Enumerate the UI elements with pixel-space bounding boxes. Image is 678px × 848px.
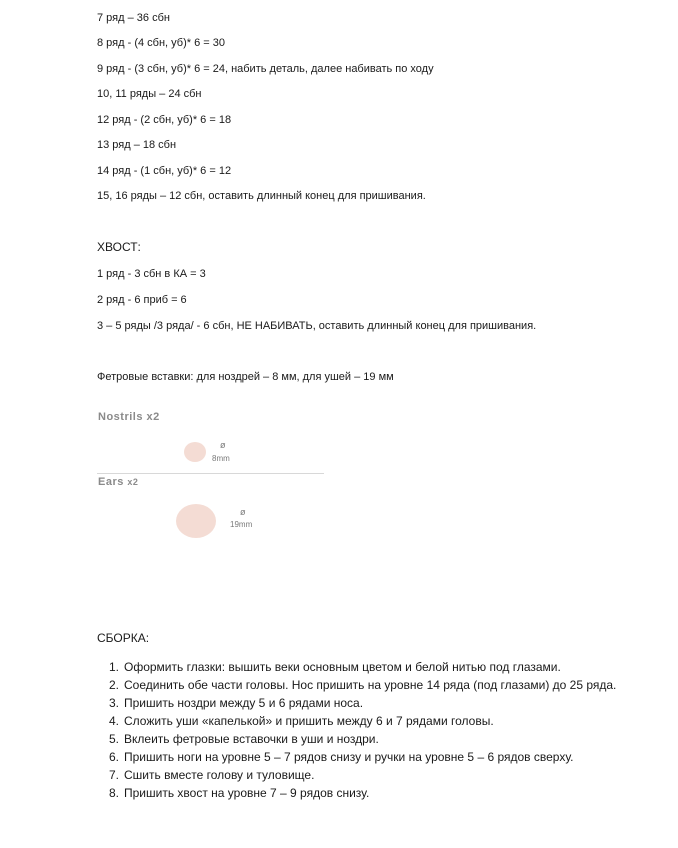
ears-multiplier: x2	[127, 477, 139, 487]
ears-label: Ears	[98, 476, 124, 488]
list-item	[97, 694, 627, 712]
row-line: 14 ряд - (1 сбн, уб)* 6 = 12	[97, 165, 232, 177]
step-number: 5.	[108, 732, 119, 746]
step-number: 6.	[108, 750, 119, 764]
list-item	[97, 658, 627, 676]
step-text: Пришить ноги на уровне 5 – 7 рядов снизу и ручки на уровне 5 – 6 рядов сверху.	[124, 750, 574, 764]
list-item	[97, 676, 627, 694]
list-item	[97, 712, 627, 730]
tail-row: 1 ряд - 3 сбн в КА = 3	[97, 268, 206, 280]
step-text: Сшить вместе голову и туловище.	[124, 768, 315, 782]
tail-heading: ХВОСТ:	[97, 240, 141, 254]
felt-text: Фетровые вставки: для ноздрей – 8 мм, для ушей – 19 мм	[97, 371, 394, 383]
ears-title	[98, 476, 138, 488]
row-line: 15, 16 ряды – 12 сбн, оставить длинный конец для пришивания.	[97, 190, 426, 202]
step-text: Оформить глазки: вышить веки основным цветом и белой нитью под глазами.	[124, 660, 561, 674]
row-line: 8 ряд - (4 сбн, уб)* 6 = 30	[97, 37, 225, 49]
step-text: Пришить ноздри между 5 и 6 рядами носа.	[124, 696, 364, 710]
row-line: 10, 11 ряды – 24 сбн	[97, 88, 202, 100]
step-number: 4.	[108, 714, 119, 728]
nostril-felt-circle	[184, 442, 206, 462]
step-text: Вклеить фетровые вставочки в уши и ноздри.	[124, 732, 379, 746]
row-line: 9 ряд - (3 сбн, уб)* 6 = 24, набить деталь, далее набивать по ходу	[97, 63, 434, 75]
nostrils-label: Nostrils	[98, 411, 143, 423]
step-text: Пришить хвост на уровне 7 – 9 рядов снизу.	[124, 786, 370, 800]
ear-felt-circle	[176, 504, 216, 538]
divider	[97, 473, 324, 474]
list-item	[97, 784, 627, 802]
step-number: 7.	[108, 768, 119, 782]
step-number: 3.	[108, 696, 119, 710]
step-text: Сложить уши «капелькой» и пришить между 6 и 7 рядами головы.	[124, 714, 494, 728]
nostrils-multiplier: x2	[146, 411, 160, 423]
step-text: Соединить обе части головы. Нос пришить на уровне 14 ряда (под глазами) до 25 ряда.	[124, 678, 617, 692]
step-number: 1.	[108, 660, 119, 674]
assembly-heading: СБОРКА:	[97, 631, 150, 645]
step-number: 8.	[108, 786, 119, 800]
list-item	[97, 748, 627, 766]
list-item	[97, 730, 627, 748]
nostril-size: 8mm	[212, 454, 230, 463]
step-number: 2.	[108, 678, 119, 692]
diameter-icon: ø	[240, 507, 246, 517]
row-line: 12 ряд - (2 сбн, уб)* 6 = 18	[97, 114, 232, 126]
ear-size: 19mm	[230, 520, 253, 529]
row-line: 7 ряд – 36 сбн	[97, 12, 170, 24]
diameter-icon: ø	[220, 440, 226, 450]
assembly-steps	[97, 658, 627, 802]
nostrils-title	[98, 411, 160, 423]
tail-row: 2 ряд - 6 приб = 6	[97, 294, 187, 306]
row-line: 13 ряд – 18 сбн	[97, 139, 177, 151]
tail-row: 3 – 5 ряды /3 ряда/ - 6 сбн, НЕ НАБИВАТЬ, оставить длинный конец для пришивания.	[97, 320, 537, 332]
list-item	[97, 766, 627, 784]
